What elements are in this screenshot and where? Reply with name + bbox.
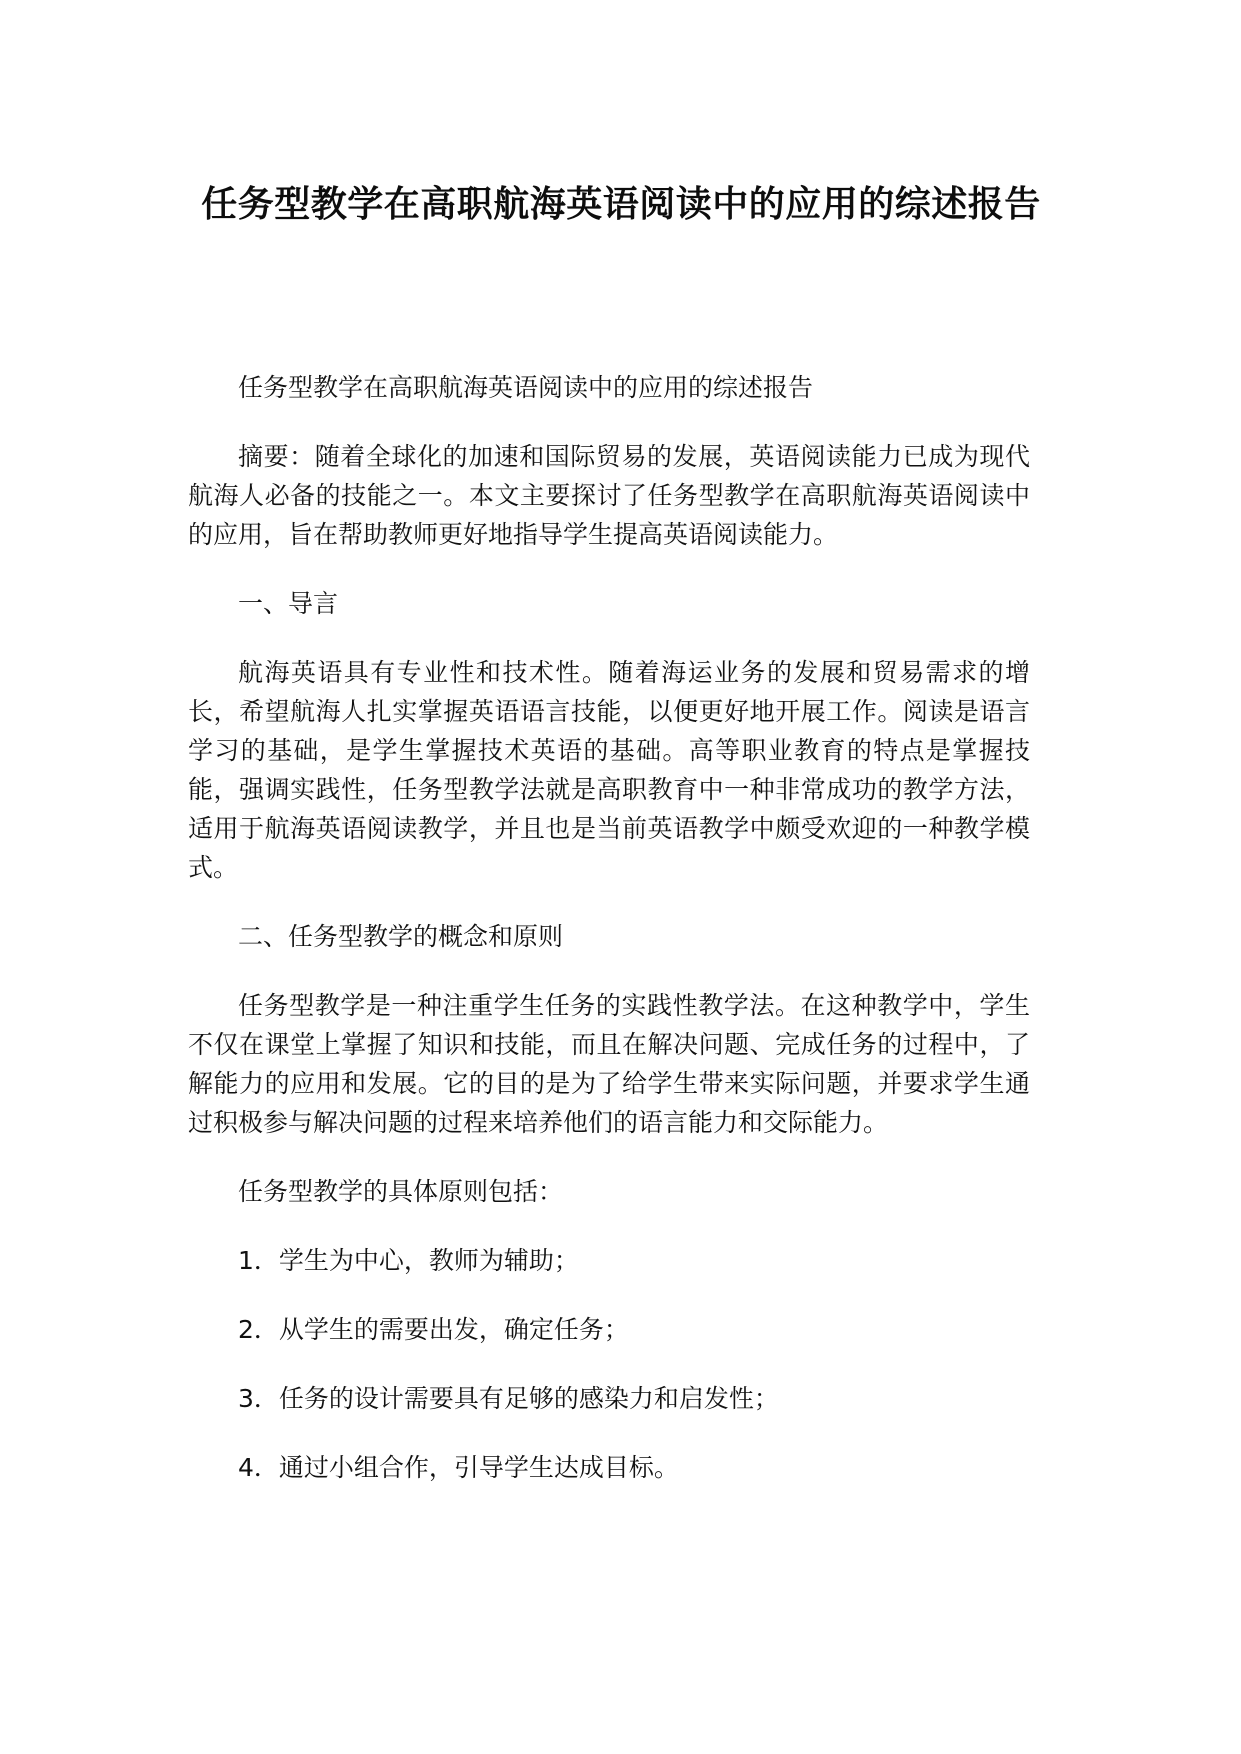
- concepts-paragraph: 任务型教学是一种注重学生任务的实践性教学法。在这种教学中，学生不仅在课堂上掌握了知识和技能，而且在解决问题、完成任务的过程中，了解能力的应用和发展。它的目的是为了给学生带来实际问题，并要求学生通过积极参与解决问题的过程来培养他们的语言能力和交际能力。: [188, 991, 1030, 1137]
- section-heading-introduction: 一、导言: [238, 589, 339, 618]
- principle-item-4: 4．通过小组合作，引导学生达成目标。: [238, 1453, 679, 1482]
- principle-item-2: 2．从学生的需要出发，确定任务；: [238, 1315, 629, 1344]
- introduction-paragraph: 航海英语具有专业性和技术性。随着海运业务的发展和贸易需求的增长，希望航海人扎实掌握英语语言技能，以便更好地开展工作。阅读是语言学习的基础，是学生掌握技术英语的基础。高等职业教育的特点是掌握技能，强调实践性，任务型教学法就是高职教育中一种非常成功的教学方法，适用于航海英语阅读教学，并且也是当前英语教学中颇受欢迎的一种教学模式。: [188, 658, 1030, 882]
- abstract-paragraph: 摘要：随着全球化的加速和国际贸易的发展，英语阅读能力已成为现代航海人必备的技能之一。本文主要探讨了任务型教学在高职航海英语阅读中的应用，旨在帮助教师更好地指导学生提高英语阅读能力。: [188, 442, 1030, 549]
- principles-intro: 任务型教学的具体原则包括：: [238, 1177, 564, 1206]
- document-body: [188, 368, 1030, 1517]
- section-heading-concepts: 二、任务型教学的概念和原则: [238, 922, 564, 951]
- subtitle-paragraph: 任务型教学在高职航海英语阅读中的应用的综述报告: [238, 373, 814, 402]
- principle-item-3: 3．任务的设计需要具有足够的感染力和启发性；: [238, 1384, 779, 1413]
- principle-item-1: 1．学生为中心，教师为辅助；: [238, 1246, 579, 1275]
- document-title: 任务型教学在高职航海英语阅读中的应用的综述报告: [201, 184, 1041, 225]
